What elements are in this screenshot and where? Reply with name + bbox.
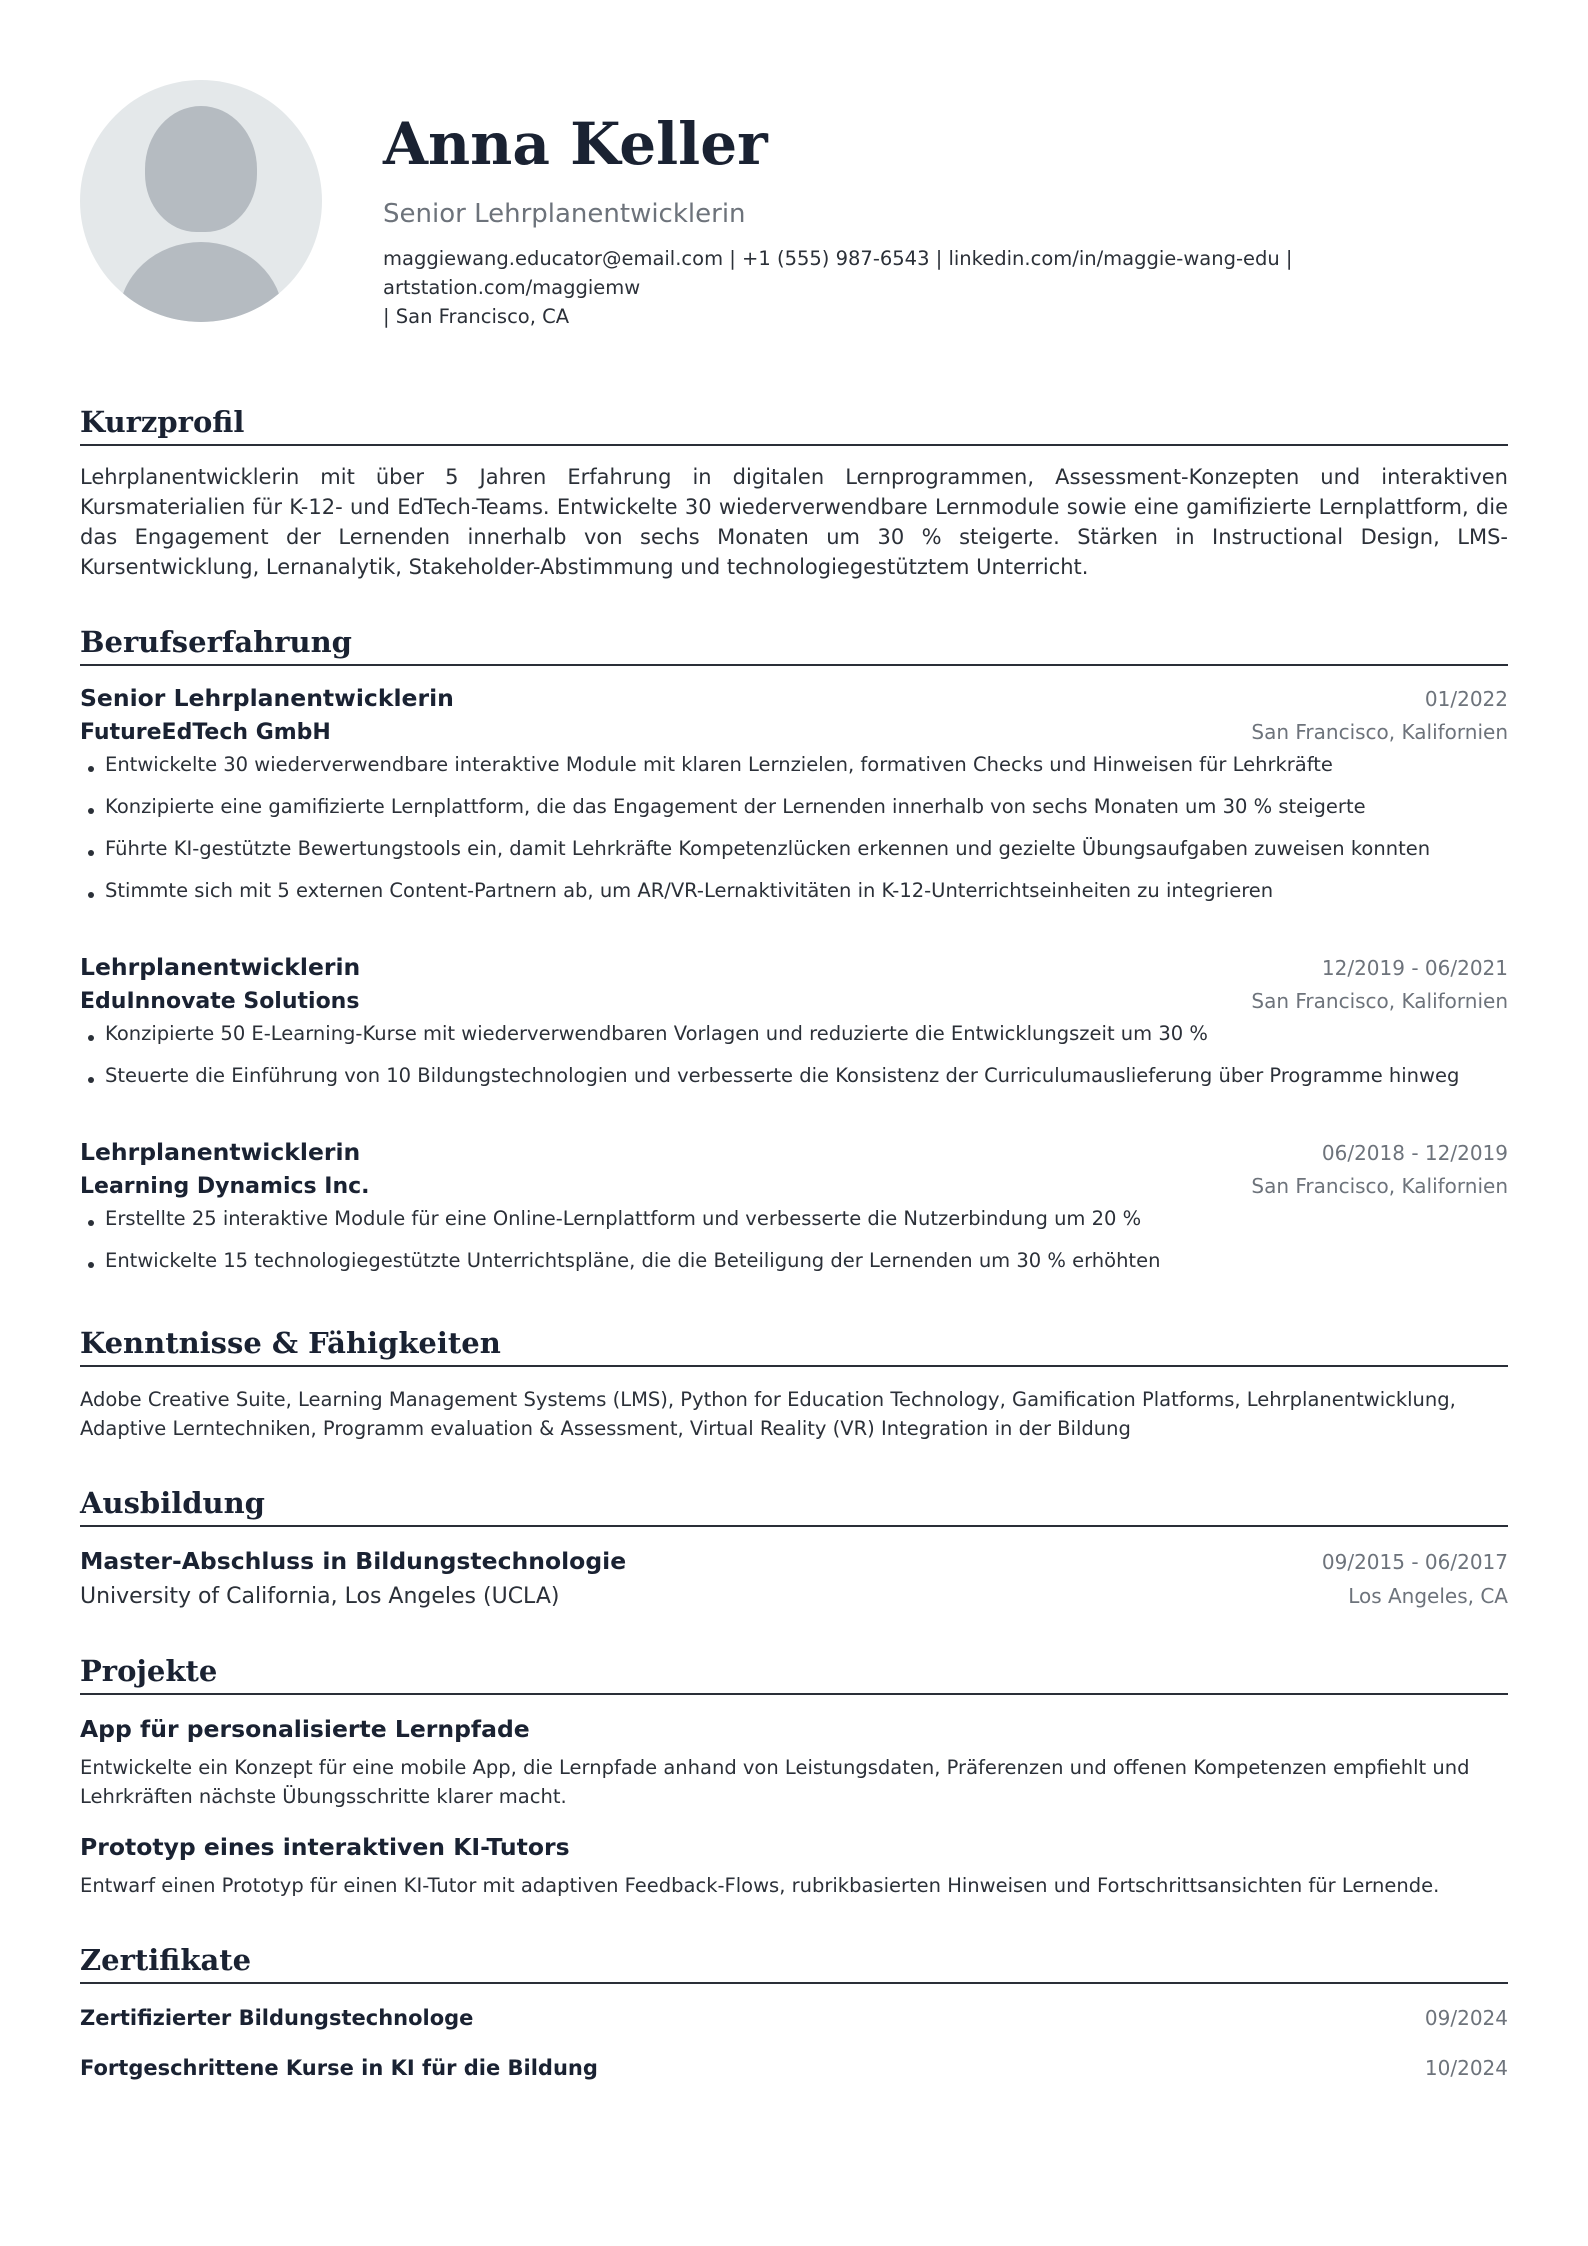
job-company: FutureEdTech GmbH: [80, 720, 331, 745]
summary-text: Lehrplanentwicklerin mit über 5 Jahren Erfahrung in digitalen Lernprogrammen, Assessment-Konzepten und interaktiven Kursmaterialien für K-12- und EdTech-Teams. Entwickelte 30 wiederverwendbare Lernmodule sowie eine gamifizierte Lernplattform, die das Engagement der Lernenden innerhalb von sechs Monaten um 30 % steigerte. Stärken in Instructional Design, LMS-Kursentwicklung, Lernanalytik, Stakeholder-Abstimmung und technologiegestütztem Unterricht.: [80, 465, 1508, 579]
summary-heading: Kurzprofil: [80, 402, 1508, 446]
certificate-date: 10/2024: [1424, 2056, 1508, 2080]
list-item: Führte KI-gestützte Bewertungstools ein, damit Lehrkräfte Kompetenzlücken erkennen und gezielte Übungsaufgaben zuweisen konnten: [80, 834, 1508, 863]
job-title: Lehrplanentwicklerin: [80, 953, 361, 981]
job-bullets: [80, 750, 1508, 905]
experience-heading: Berufserfahrung: [80, 622, 1508, 666]
candidate-title: Senior Lehrplanentwicklerin: [383, 199, 746, 229]
job-entry: [80, 1134, 1508, 1275]
contact-line-2: | San Francisco, CA: [383, 305, 570, 328]
certificate-title: Zertifizierter Bildungstechnologe: [80, 2006, 474, 2030]
job-bullets: [80, 1019, 1508, 1090]
project-title: App für personalisierte Lernpfade: [80, 1715, 530, 1743]
job-location: San Francisco, Kalifornien: [1251, 989, 1508, 1013]
job-title: Senior Lehrplanentwicklerin: [80, 684, 454, 712]
certificate-item: [80, 2052, 1508, 2084]
skills-section: [80, 1323, 1508, 1443]
project-item: [80, 1711, 1508, 1811]
project-title: Prototyp eines interaktiven KI-Tutors: [80, 1833, 570, 1861]
list-item: Steuerte die Einführung von 10 Bildungstechnologien und verbesserte die Konsistenz der Curriculumauslieferung über Programme hinweg: [80, 1061, 1508, 1090]
certificate-date: 09/2024: [1424, 2006, 1508, 2030]
job-company: Learning Dynamics Inc.: [80, 1174, 370, 1199]
education-section: [80, 1483, 1508, 1615]
certificates-heading: Zertifikate: [80, 1940, 1508, 1984]
header-text: [383, 104, 1513, 331]
list-item: Erstellte 25 interaktive Module für eine Online-Lernplattform und verbesserte die Nutzerbindung um 20 %: [80, 1204, 1508, 1233]
job-location: San Francisco, Kalifornien: [1251, 1174, 1508, 1198]
certificate-item: [80, 2002, 1508, 2034]
contact-info: [383, 244, 1513, 331]
education-location: Los Angeles, CA: [1348, 1584, 1508, 1608]
avatar-placeholder-icon: [80, 80, 322, 322]
projects-section: [80, 1651, 1508, 1900]
projects-heading: Projekte: [80, 1651, 1508, 1695]
project-item: [80, 1829, 1508, 1900]
certificates-section: [80, 1940, 1508, 2084]
candidate-name: Anna Keller: [383, 110, 768, 178]
contact-line-1: maggiewang.educator@email.com | +1 (555) 987-6543 | linkedin.com/in/maggie-wang-edu | artstation.com/maggiemw: [383, 247, 1293, 299]
project-description: Entwarf einen Prototyp für einen KI-Tutor mit adaptiven Feedback-Flows, rubrikbasierten Hinweisen und Fortschrittsansichten für Lernende.: [80, 1874, 1440, 1897]
job-date: 06/2018 - 12/2019: [1321, 1141, 1508, 1165]
list-item: Konzipierte 50 E-Learning-Kurse mit wiederverwendbaren Vorlagen und reduzierte die Entwicklungszeit um 30 %: [80, 1019, 1508, 1048]
education-school: University of California, Los Angeles (UCLA): [80, 1584, 560, 1609]
list-item: Entwickelte 15 technologiegestützte Unterrichtspläne, die die Beteiligung der Lernenden um 30 % erhöhten: [80, 1246, 1508, 1275]
experience-section: [80, 622, 1508, 1275]
list-item: Entwickelte 30 wiederverwendbare interaktive Module mit klaren Lernzielen, formativen Checks und Hinweisen für Lehrkräfte: [80, 750, 1508, 779]
list-item: Konzipierte eine gamifizierte Lernplattform, die das Engagement der Lernenden innerhalb von sechs Monaten um 30 % steigerte: [80, 792, 1508, 821]
job-company: EduInnovate Solutions: [80, 989, 360, 1014]
education-degree: Master-Abschluss in Bildungstechnologie: [80, 1547, 627, 1575]
summary-section: [80, 402, 1508, 582]
education-date: 09/2015 - 06/2017: [1321, 1550, 1508, 1574]
job-location: San Francisco, Kalifornien: [1251, 720, 1508, 744]
job-entry: [80, 949, 1508, 1090]
job-entry: [80, 680, 1508, 905]
project-description: Entwickelte ein Konzept für eine mobile App, die Lernpfade anhand von Leistungsdaten, Präferenzen und offenen Kompetenzen empfiehlt und Lehrkräften nächste Übungsschritte klarer macht.: [80, 1756, 1470, 1808]
resume-header: [80, 0, 1508, 330]
job-date: 12/2019 - 06/2021: [1321, 956, 1508, 980]
job-title: Lehrplanentwicklerin: [80, 1138, 361, 1166]
certificate-title: Fortgeschrittene Kurse in KI für die Bildung: [80, 2056, 598, 2080]
skills-text: Adobe Creative Suite, Learning Management Systems (LMS), Python for Education Technology, Gamification Platforms, Lehrplanentwicklung, Adaptive Lerntechniken, Programm evaluation & Assessment, Virtual Reality (VR) Integration in der Bildung: [80, 1388, 1456, 1440]
education-heading: Ausbildung: [80, 1483, 1508, 1527]
job-bullets: [80, 1204, 1508, 1275]
skills-heading: Kenntnisse & Fähigkeiten: [80, 1323, 1508, 1367]
job-date: 01/2022: [1424, 687, 1508, 711]
list-item: Stimmte sich mit 5 externen Content-Partnern ab, um AR/VR-Lernaktivitäten in K-12-Unterrichtseinheiten zu integrieren: [80, 876, 1508, 905]
